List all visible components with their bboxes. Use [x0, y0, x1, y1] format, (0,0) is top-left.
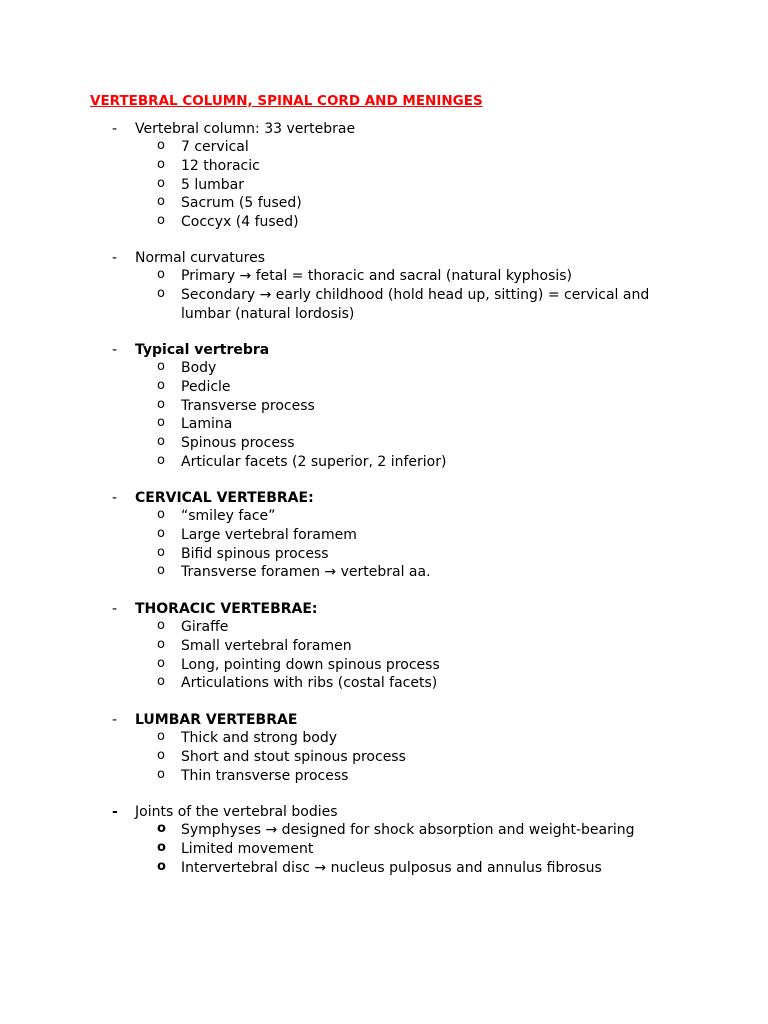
bullet-marker: o — [157, 138, 165, 153]
bullet-marker: o — [157, 434, 165, 450]
bullet-marker: o — [157, 636, 165, 652]
bullet-marker: o — [157, 415, 165, 431]
bullet-marker: o — [157, 452, 165, 468]
list-item-text: Intervertebral disc → nucleus pulposus and annulus fibrosus — [181, 859, 602, 876]
list-item — [0, 453, 768, 472]
bullet-marker: o — [157, 674, 165, 690]
list-item-text: Pedicle — [181, 378, 231, 395]
bullet-marker: o — [157, 821, 166, 836]
section-heading-line — [0, 711, 768, 729]
list-item — [0, 748, 768, 767]
list-item — [0, 821, 768, 840]
bullet-marker: o — [157, 544, 165, 560]
bullet-marker: o — [157, 563, 165, 579]
list-item-text: 7 cervical — [181, 139, 249, 155]
list-item-text: Sacrum (5 fused) — [181, 195, 302, 212]
dash-marker: - — [112, 342, 118, 358]
bullet-marker: o — [157, 858, 166, 874]
list-item-text: Secondary → early childhood (hold head up, sitting) = cervical and lumbar (natural lordosis) — [181, 286, 650, 322]
list-item-text: 5 lumbar — [181, 176, 244, 193]
bullet-list — [0, 729, 768, 785]
bullet-marker: o — [157, 525, 165, 541]
list-item-text: Small vertebral foramen — [181, 637, 352, 654]
dash-marker: - — [112, 804, 118, 820]
bullet-list — [0, 138, 768, 232]
section-heading: LUMBAR VERTEBRAE — [135, 712, 298, 728]
list-item — [0, 507, 768, 526]
dash-marker: - — [112, 712, 118, 728]
bullet-marker: o — [157, 747, 165, 763]
bullet-marker: o — [157, 213, 165, 229]
bullet-list — [0, 267, 768, 323]
list-item-text: Coccyx (4 fused) — [181, 214, 299, 231]
section-lumbar-vertebrae — [0, 711, 768, 785]
bullet-marker: o — [157, 194, 165, 210]
section-heading-line — [0, 120, 768, 138]
bullet-marker: o — [157, 156, 165, 172]
list-item-text: Primary → fetal = thoracic and sacral (natural kyphosis) — [181, 268, 573, 284]
section-vertebral-column — [0, 120, 768, 232]
section-heading: CERVICAL VERTEBRAE: — [135, 490, 314, 506]
section-heading: Vertebral column: 33 vertebrae — [135, 121, 356, 137]
section-heading-line — [0, 341, 768, 359]
bullet-marker: o — [157, 396, 165, 412]
list-item — [0, 176, 768, 195]
bullet-marker: o — [157, 655, 165, 671]
list-item — [0, 618, 768, 637]
bullet-marker: o — [157, 507, 165, 522]
section-heading: Joints of the vertebral bodies — [135, 804, 338, 820]
bullet-marker: o — [157, 359, 165, 374]
list-item — [0, 656, 768, 675]
list-item — [0, 378, 768, 397]
list-item-text: Articulations with ribs (costal facets) — [181, 675, 438, 692]
list-item — [0, 415, 768, 434]
bullet-list — [0, 618, 768, 693]
bullet-list — [0, 359, 768, 472]
section-heading: THORACIC VERTEBRAE: — [135, 601, 318, 617]
bullet-marker: o — [157, 729, 165, 744]
section-heading-line — [0, 600, 768, 618]
bullet-list — [0, 821, 768, 877]
list-item-text: Short and stout spinous process — [181, 748, 406, 765]
list-item-text: Giraffe — [181, 619, 229, 635]
list-item — [0, 286, 768, 324]
list-item-text: Lamina — [181, 416, 233, 433]
bullet-marker: o — [157, 766, 165, 782]
bullet-list — [0, 507, 768, 582]
list-item — [0, 213, 768, 232]
section-thoracic-vertebrae — [0, 600, 768, 693]
list-item — [0, 157, 768, 176]
list-item-text: 12 thoracic — [181, 157, 260, 174]
bullet-marker: o — [157, 839, 166, 855]
section-heading: Normal curvatures — [135, 250, 266, 266]
section-typical-vertebra — [0, 341, 768, 472]
list-item — [0, 674, 768, 693]
list-item-text: Thin transverse process — [181, 767, 349, 784]
section-heading-line — [0, 249, 768, 267]
dash-marker: - — [112, 490, 118, 506]
list-item — [0, 859, 768, 878]
list-item-text: “smiley face” — [181, 508, 276, 524]
bullet-marker: o — [157, 267, 165, 282]
list-item — [0, 526, 768, 545]
list-item — [0, 267, 768, 286]
list-item-text: Long, pointing down spinous process — [181, 656, 440, 673]
bullet-marker: o — [157, 285, 165, 301]
dash-marker: - — [112, 601, 118, 617]
list-item — [0, 637, 768, 656]
list-item-text: Limited movement — [181, 840, 314, 857]
list-item — [0, 563, 768, 582]
list-item — [0, 545, 768, 564]
document-title: VERTEBRAL COLUMN, SPINAL CORD AND MENINGES — [90, 93, 483, 109]
list-item — [0, 840, 768, 859]
dash-marker: - — [112, 121, 118, 137]
bullet-marker: o — [157, 377, 165, 393]
list-item — [0, 434, 768, 453]
list-item-text: Transverse process — [181, 397, 315, 414]
section-heading-line — [0, 489, 768, 507]
list-item-text: Transverse foramen → vertebral aa. — [181, 564, 431, 581]
section-heading: Typical vertrebra — [135, 342, 270, 358]
list-item — [0, 194, 768, 213]
dash-marker: - — [112, 250, 118, 266]
list-item-text: Symphyses → designed for shock absorption and weight-bearing — [181, 822, 635, 838]
list-item-text: Bifid spinous process — [181, 545, 329, 562]
list-item-text: Body — [181, 360, 217, 376]
list-item-text: Thick and strong body — [181, 730, 337, 746]
list-item — [0, 138, 768, 157]
list-item-text: Large vertebral foramem — [181, 526, 357, 543]
list-item-text: Spinous process — [181, 435, 295, 452]
list-item — [0, 729, 768, 748]
bullet-marker: o — [157, 175, 165, 191]
bullet-marker: o — [157, 618, 165, 633]
section-heading-line — [0, 803, 768, 821]
section-cervical-vertebrae — [0, 489, 768, 582]
list-item — [0, 397, 768, 416]
section-normal-curvatures — [0, 249, 768, 323]
list-item-text: Articular facets (2 superior, 2 inferior) — [181, 453, 447, 470]
list-item — [0, 767, 768, 786]
list-item — [0, 359, 768, 378]
section-joints-vertebral-bodies — [0, 803, 768, 877]
